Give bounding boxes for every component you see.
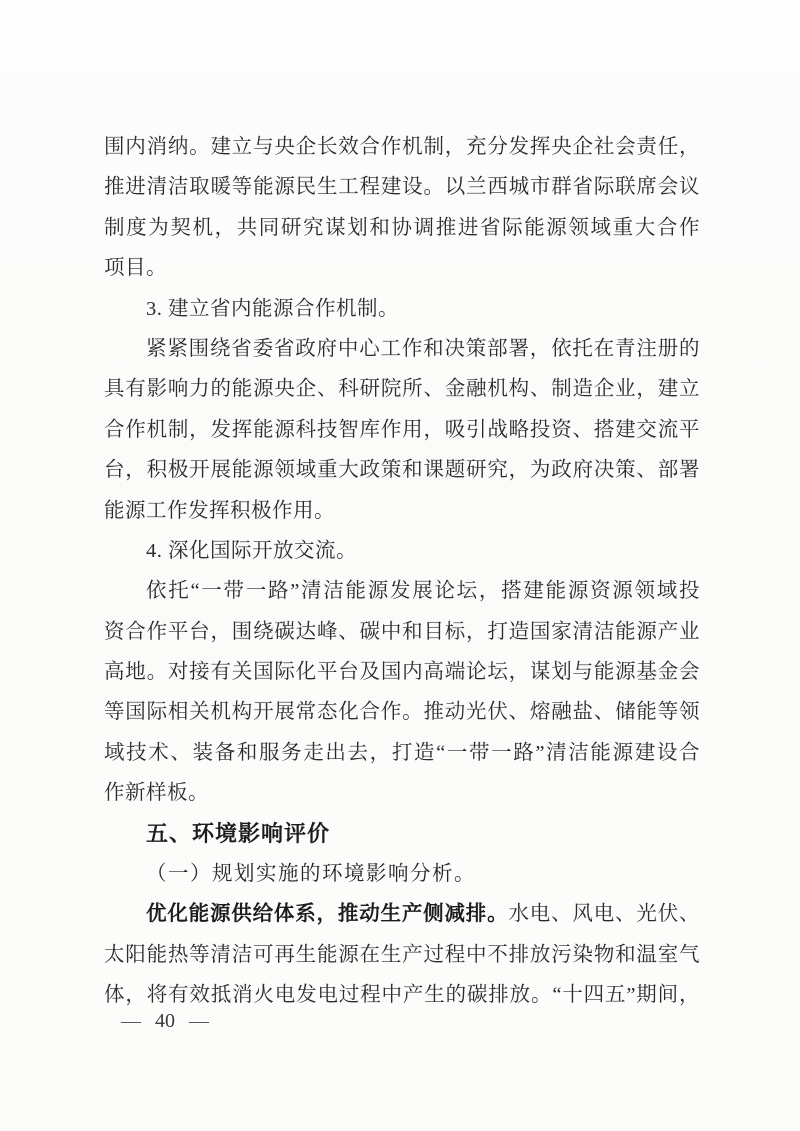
text-line: 域技术、装备和服务走出去，打造“一带一路”清洁能源建设合 bbox=[104, 741, 700, 764]
document-body bbox=[104, 127, 700, 1016]
text-line: 台，积极开展能源领域重大政策和课题研究，为政府决策、部署 bbox=[104, 459, 700, 482]
page-number: 40 bbox=[155, 1010, 175, 1032]
text-line: 紧紧围绕省委省政府中心工作和决策部署，依托在青注册的 bbox=[146, 337, 700, 360]
text-line: 3. 建立省内能源合作机制。 bbox=[146, 297, 399, 320]
text-line: 五、环境影响评价 bbox=[146, 820, 331, 846]
text-line: 项目。 bbox=[104, 257, 167, 280]
text-line: 4. 深化国际开放交流。 bbox=[146, 539, 357, 562]
text-line: 推进清洁取暖等能源民生工程建设。以兰西城市群省际联席会议 bbox=[104, 176, 700, 199]
text-line: 作新样板。 bbox=[104, 782, 209, 805]
footer-left-dash: — bbox=[121, 1010, 141, 1032]
bold-lead-in: 优化能源供给体系，推动生产侧减排。 bbox=[146, 902, 509, 926]
text-line: 高地。对接有关国际化平台及国内高端论坛，谋划与能源基金会 bbox=[104, 661, 700, 684]
text-line: （一）规划实施的环境影响分析。 bbox=[146, 863, 476, 886]
text-line: 体，将有效抵消火电发电过程中产生的碳排放。“十四五”期间， bbox=[104, 984, 700, 1007]
text-line: 优化能源供给体系，推动生产侧减排。水电、风电、光伏、 bbox=[146, 902, 700, 926]
text-line: 围内消纳。建立与央企长效合作机制，充分发挥央企社会责任， bbox=[104, 136, 700, 158]
text-line: 能源工作发挥积极作用。 bbox=[104, 499, 335, 522]
text-line: 等国际相关机构开展常态化合作。推动光伏、熔融盐、储能等领 bbox=[104, 701, 700, 724]
text-line: 太阳能热等清洁可再生能源在生产过程中不排放污染物和温室气 bbox=[104, 943, 700, 966]
footer-right-dash: — bbox=[189, 1010, 209, 1032]
text-line: 资合作平台，围绕碳达峰、碳中和目标，打造国家清洁能源产业 bbox=[104, 620, 700, 643]
text-line: 合作机制，发挥能源科技智库作用，吸引战略投资、搭建交流平 bbox=[104, 418, 700, 441]
text-line: 具有影响力的能源央企、科研院所、金融机构、制造企业，建立 bbox=[104, 378, 700, 401]
text-line: 依托“一带一路”清洁能源发展论坛，搭建能源资源领域投 bbox=[146, 580, 700, 603]
page-footer bbox=[121, 1008, 209, 1034]
text-line: 制度为契机，共同研究谋划和协调推进省际能源领域重大合作 bbox=[104, 216, 700, 239]
